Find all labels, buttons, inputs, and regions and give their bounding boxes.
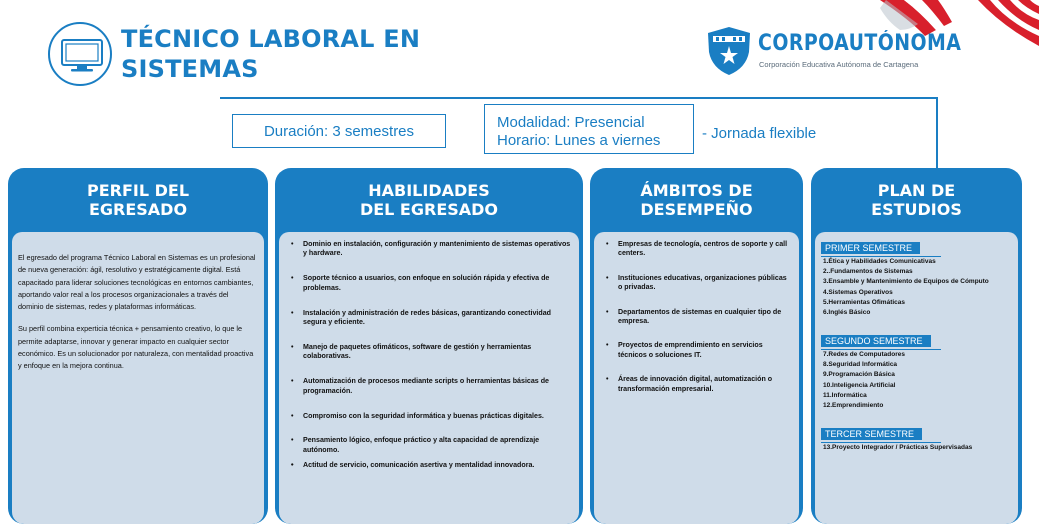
list-item: • Actitud de servicio, comunicación asertiva y mentalidad innovadora. [303,461,571,470]
modality-text: Modalidad: Presencial [497,114,645,131]
course-item: 10.Inteligencia Artificial [823,381,896,389]
habilidades-title-line-1: HABILIDADES [368,181,490,200]
list-item: • Dominio en instalación, configuración y mantenimiento de sistemas operativos y hardware. [303,240,571,259]
course-item: 1.Ética y Habilidades Comunicativas [823,258,936,265]
list-item: • Pensamiento lógico, enfoque práctico y alta capacidad de aprendizaje autónomo. [303,436,571,455]
course-item: 5.Herramientas Ofimáticas [823,298,906,306]
list-item: • Manejo de paquetes ofimáticos, software de gestión y herramientas colaborativas. [303,343,571,362]
plan-heading [811,168,1022,232]
course-item: 13.Proyecto Integrador / Prácticas Supervisadas [823,444,973,451]
page-title [121,24,441,84]
modality-box [484,104,694,154]
list-item: • Instalación y administración de redes básicas, garantizando conectividad segura y eficiente. [303,309,571,328]
semester-courses [821,443,972,453]
course-item: 9.Programación Básica [823,371,895,379]
course-item: 7.Redes de Computadores [823,351,905,358]
list-item: • Empresas de tecnología, centros de soporte y call centers. [618,240,791,259]
semester-courses [821,257,989,318]
perfil-paragraph: Su perfil combina experticia técnica + pensamiento creativo, lo que le permite adaptarse, innovar y generar impacto en cualquier sector económico. Es un solucionador por naturaleza, con mentalidad proactiva y enfoque en la mejora continua. [18,324,254,371]
habilidades-list [303,240,571,486]
habilidades-heading [275,168,583,232]
list-item: • Áreas de innovación digital, automatización o transformación empresarial. [618,375,791,394]
habilidades-body [279,232,579,524]
schedule-text: Horario: Lunes a viernes [497,132,661,149]
plan-body [815,232,1018,524]
plan-column [811,168,1022,524]
perfil-heading [8,168,268,232]
perfil-paragraph: El egresado del programa Técnico Laboral en Sistemas es un profesional de nueva generación: ágil, resolutivo y estratégicamente digital. Está capacitado para liderar soluciones tecnológicas en entornos cambiantes, aportando valor real a los procesos organizacionales a través del dominio de sistemas, redes y plataformas informáticas. [18,253,256,312]
ambitos-list [618,240,791,409]
list-item: • Soporte técnico a usuarios, con enfoque en solución rápida y efectiva de problemas. [303,274,571,293]
perfil-column [8,168,268,524]
course-item: 12.Emprendimiento [823,402,884,410]
monitor-badge [48,22,112,86]
semester-block [821,424,972,453]
brand-name: CORPOAUTÓNOMA [758,31,962,56]
title-line-2: SISTEMAS [121,55,259,83]
ambitos-heading [590,168,803,232]
list-item: • Instituciones educativas, organizaciones públicas o privadas. [618,274,791,293]
jornada-text: - Jornada flexible [702,125,817,142]
list-item: • Automatización de procesos mediante scripts o herramientas básicas de programación. [303,377,571,396]
list-item: • Proyectos de emprendimiento en servicios técnicos o soluciones IT. [618,341,791,360]
habilidades-title-line-2: DEL EGRESADO [359,200,499,219]
shield-logo-icon [706,26,752,76]
ambitos-body [594,232,799,524]
habilidades-column [275,168,583,524]
duration-box: Duración: 3 semestres [232,114,446,148]
semester-block [821,238,989,318]
perfil-title-line-2: EGRESADO [88,200,188,219]
course-item: 6.Inglés Básico [823,309,871,317]
brand-subtitle: Corporación Educativa Autónoma de Cartagena [759,60,919,69]
monitor-icon [60,38,104,74]
list-item: • Departamentos de sistemas en cualquier tipo de empresa. [618,308,791,327]
perfil-body [12,232,264,524]
semester-block [821,331,941,411]
course-item: 4.Sistemas Operativos [823,288,893,296]
ambitos-title-line-2: DESEMPEÑO [640,200,753,219]
plan-title-line-2: ESTUDIOS [871,200,962,219]
ambitos-title-line-1: ÁMBITOS DE [640,181,753,200]
course-item: 3.Ensamble y Mantenimiento de Equipos de Cómputo [823,278,989,286]
connector-line-vertical [936,97,938,171]
semester-title: SEGUNDO SEMESTRE [821,335,931,347]
semester-title: PRIMER SEMESTRE [821,242,920,254]
course-item: 2..Fundamentos de Sistemas [823,268,913,276]
perfil-title-line-1: PERFIL DEL [86,181,190,200]
semester-title: TERCER SEMESTRE [821,428,922,440]
course-item: 11.Informática [823,391,867,399]
ambitos-column [590,168,803,524]
list-item: • Compromiso con la seguridad informática y buenas prácticas digitales. [303,412,571,421]
connector-line [220,97,938,99]
course-item: 8.Seguridad Informática [823,361,898,369]
plan-title-line-1: PLAN DE [877,181,956,200]
semester-courses [821,350,941,411]
title-line-1: TÉCNICO LABORAL EN [121,25,421,53]
